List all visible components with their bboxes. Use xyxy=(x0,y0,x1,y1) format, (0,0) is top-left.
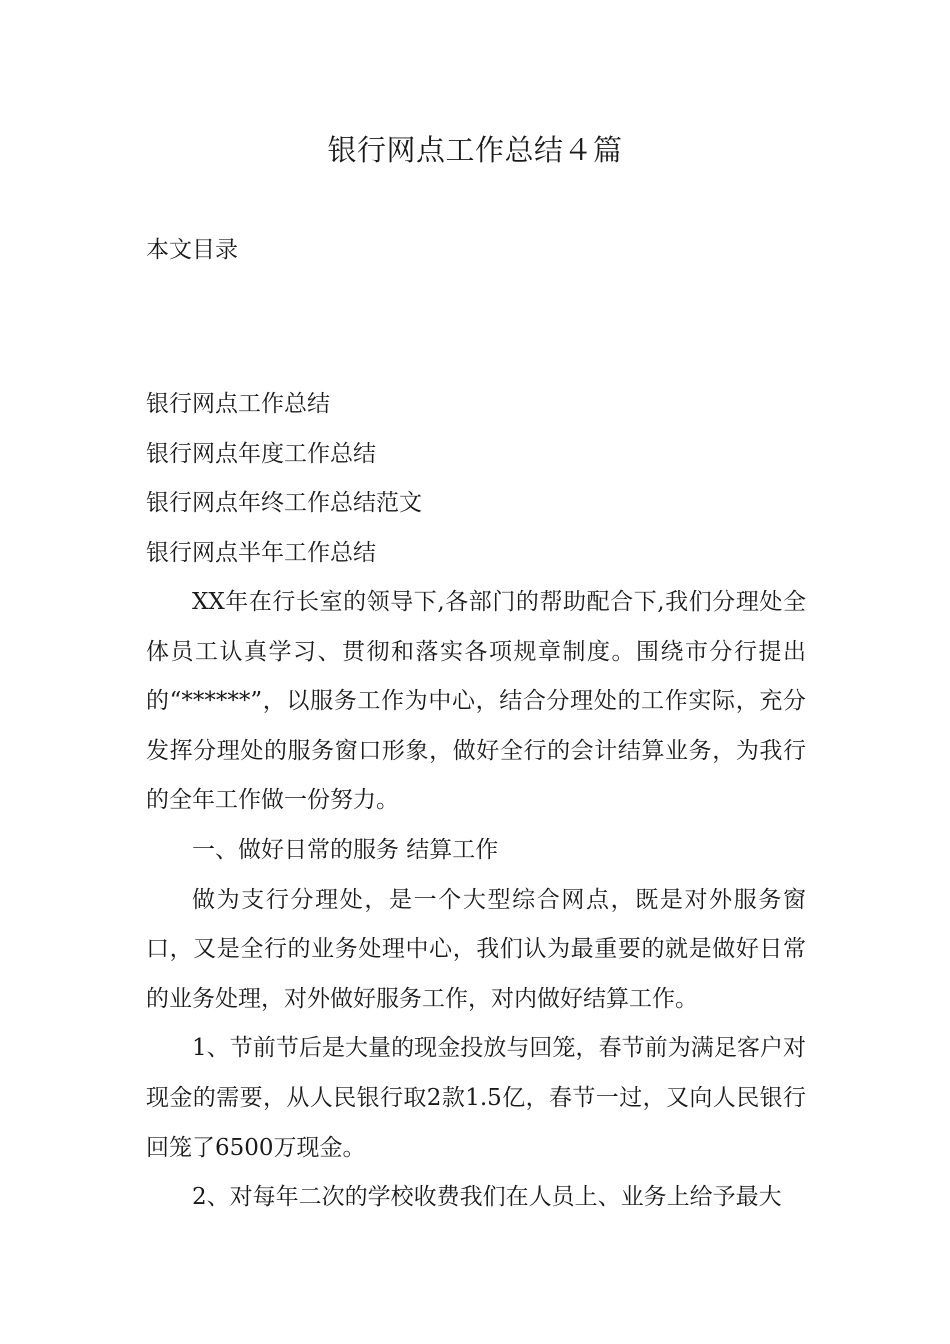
toc-item: 银行网点半年工作总结 xyxy=(146,539,376,566)
toc-heading: 本文目录 xyxy=(146,237,238,263)
paragraph: 2、对每年二次的学校收费我们在人员上、业务上给予最大 xyxy=(192,1184,782,1211)
table-of-contents xyxy=(146,380,806,578)
toc-item: 银行网点工作总结 xyxy=(146,391,330,417)
section-heading: 一、做好日常的服务 结算工作 xyxy=(192,836,499,863)
toc-item: 银行网点年度工作总结 xyxy=(146,440,376,467)
document-body xyxy=(146,578,806,1223)
document-title: 银行网点工作总结４篇 xyxy=(327,133,623,167)
toc-item: 银行网点年终工作总结范文 xyxy=(146,490,422,516)
paragraph: 1、节前节后是大量的现金投放与回笼，春节前为满足客户对现金的需要，从人民银行取2款1.5亿，春节一过，又向人民银行回笼了6500万现金。 xyxy=(146,1035,806,1161)
paragraph: 做为支行分理处，是一个大型综合网点，既是对外服务窗口，又是全行的业务处理中心，我们认为最重要的就是做好日常的业务处理，对外做好服务工作，对内做好结算工作。 xyxy=(146,886,806,1012)
paragraph: XX年在行长室的领导下,各部门的帮助配合下,我们分理处全体员工认真学习、贯彻和落实各项规章制度。围绕市分行提出的“******”，以服务工作为中心，结合分理处的工作实际，充分发挥分理处的服务窗口形象，做好全行的会计结算业务，为我行的全年工作做一份努力。 xyxy=(146,589,806,814)
